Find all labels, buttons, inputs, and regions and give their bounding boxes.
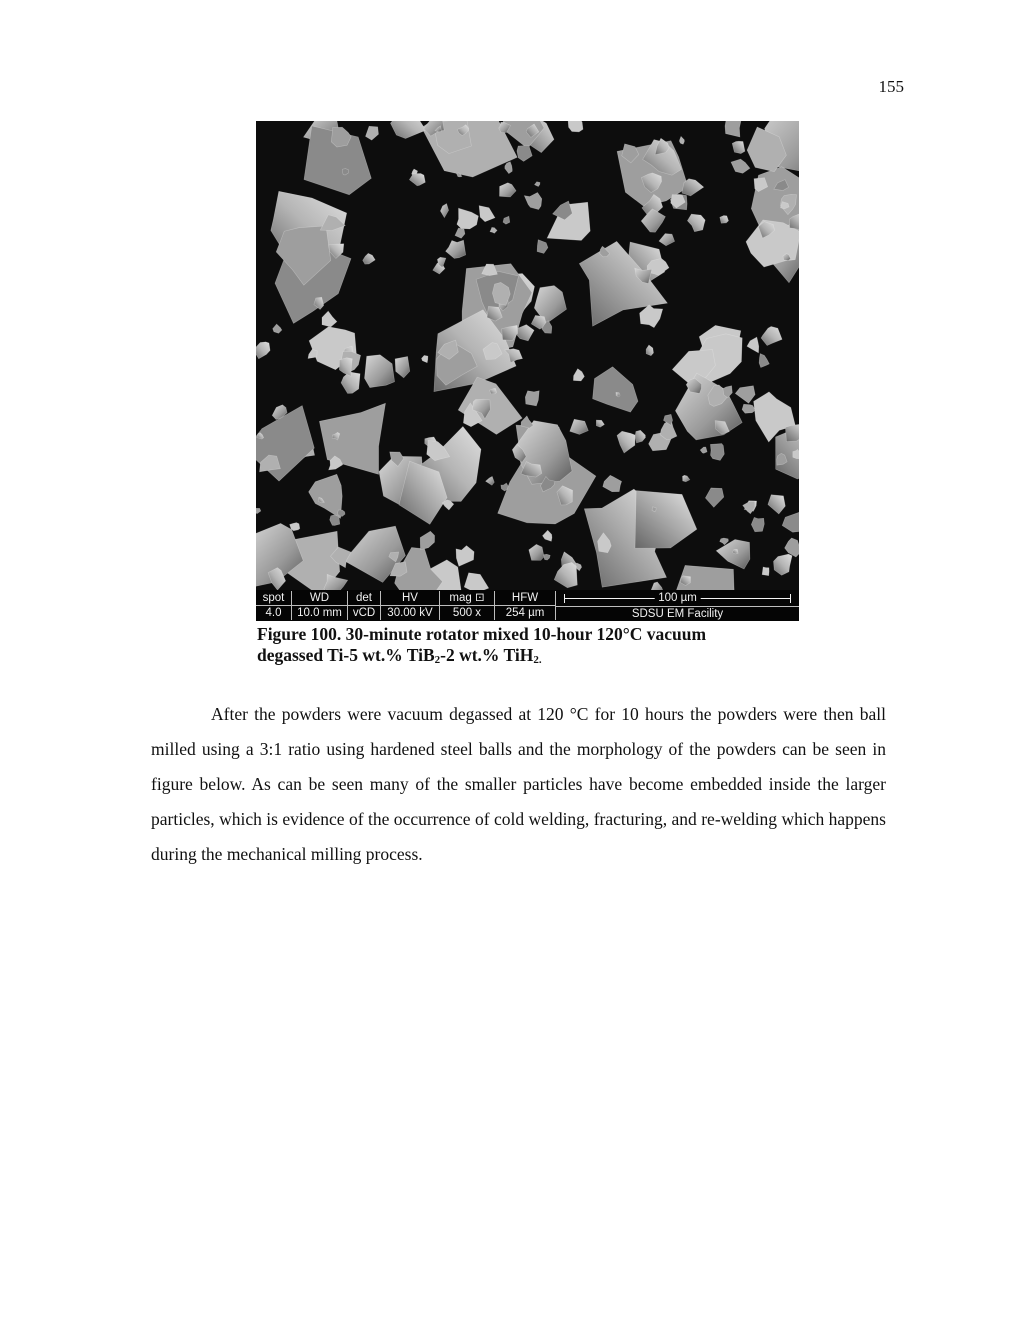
caption-text: degassed Ti-5 wt.% TiB <box>257 645 435 665</box>
databar-label: spot <box>262 592 285 604</box>
caption-line-1: Figure 100. 30-minute rotator mixed 10-hour 120°C vacuum <box>257 624 707 644</box>
figure-caption <box>257 624 817 666</box>
caption-text: -2 wt.% TiH <box>440 645 534 665</box>
caption-subscript: 2 <box>434 654 441 666</box>
caption-line-2 <box>257 645 817 666</box>
databar-label: HV <box>402 592 418 604</box>
page-number: 155 <box>878 77 904 96</box>
sem-micrograph-image <box>256 121 799 590</box>
databar-label: det <box>356 592 372 604</box>
databar-value: 30.00 kV <box>381 605 439 620</box>
caption-subscript: 2. <box>533 654 542 666</box>
databar-cell-hv <box>381 591 440 620</box>
powder-particle <box>762 567 769 576</box>
databar-value: vCD <box>348 605 380 620</box>
databar-value: 4.0 <box>256 605 291 620</box>
databar-value: 254 µm <box>495 605 555 620</box>
facility-label: SDSU EM Facility <box>556 606 799 621</box>
databar-cell-hfw <box>495 591 556 620</box>
powder-particle <box>732 141 745 153</box>
databar-cell-wd <box>292 591 348 620</box>
scale-bar <box>564 591 791 605</box>
scale-bar-cell <box>556 591 799 620</box>
databar-cell-spot <box>256 591 292 620</box>
sem-micrograph-figure <box>256 121 799 621</box>
databar-cell-mag <box>440 591 495 620</box>
databar-value: 500 x <box>440 605 494 620</box>
body-paragraph: After the powders were vacuum degassed at 120 °C for 10 hours the powders were then ball milled using a 3:1 ratio using hardened steel balls and the morphology of the powders can be seen in figure below. As can be seen many of the smaller particles have become embedded inside the larger particles, which is evidence of the occurrence of cold welding, fracturing, and re-welding which happens during the mechanical milling process. <box>151 704 886 864</box>
databar-value: 10.0 mm <box>292 605 347 620</box>
databar-label: HFW <box>511 592 539 604</box>
sem-data-bar <box>256 590 799 621</box>
powder-particle <box>525 391 539 406</box>
body-text <box>151 697 886 872</box>
databar-cell-det <box>348 591 381 620</box>
scale-bar-label: 100 µm <box>654 591 701 605</box>
databar-label: WD <box>309 592 330 604</box>
databar-label: mag ⊡ <box>449 592 485 604</box>
powder-particle <box>720 216 729 224</box>
